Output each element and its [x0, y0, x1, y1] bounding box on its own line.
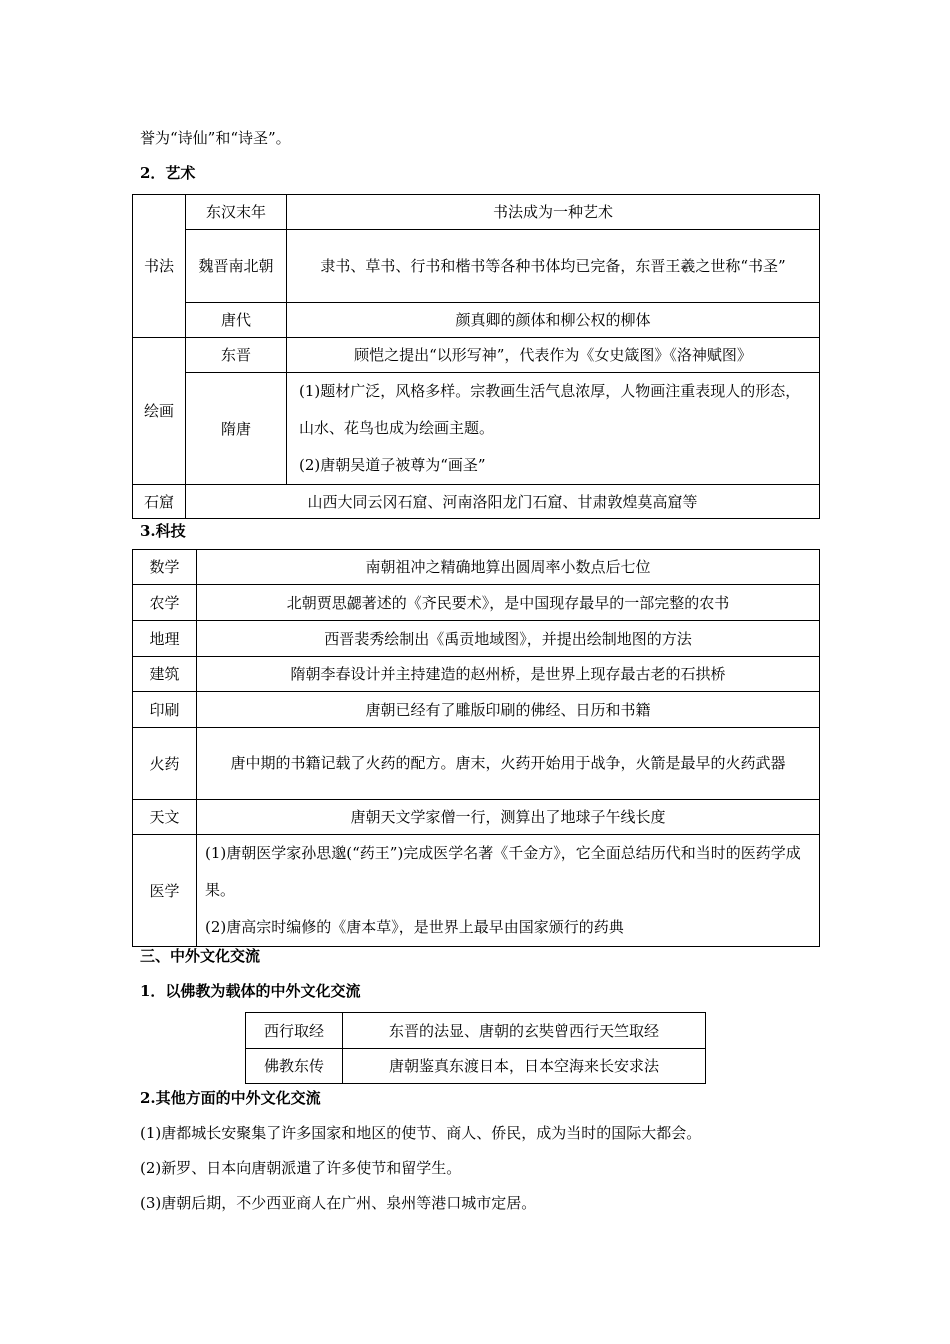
tech-content: 南朝祖冲之精确地算出圆周率小数点后七位 [197, 550, 820, 585]
tech-heading: 3.科技 [140, 522, 186, 540]
painting-content-part1: (1)题材广泛，风格多样。宗教画生活气息浓厚，人物画注重表现人的形态，山水、花鸟也成为绘画主题。 [299, 382, 801, 437]
other-exchange-item: (2)新罗、日本向唐朝派遣了许多使节和留学生。 [140, 1159, 462, 1177]
tech-field: 建筑 [133, 657, 197, 692]
painting-period: 隋唐 [186, 373, 287, 485]
tech-content: 隋朝李春设计并主持建造的赵州桥，是世界上现存最古老的石拱桥 [197, 657, 820, 692]
medicine-content-part2: (2)唐高宗时编修的《唐本草》，是世界上最早由国家颁行的药典 [205, 918, 624, 936]
tech-content: 唐朝已经有了雕版印刷的佛经、日历和书籍 [197, 692, 820, 728]
painting-category: 绘画 [133, 338, 186, 485]
calligraphy-period: 东汉末年 [186, 195, 287, 230]
tech-field: 地理 [133, 621, 197, 657]
tech-content: 唐中期的书籍记载了火药的配方。唐末，火药开始用于战争，火箭是最早的火药武器 [197, 728, 820, 800]
tech-field: 火药 [133, 728, 197, 800]
tech-content [197, 835, 820, 947]
buddhism-table [245, 1012, 706, 1084]
tech-field: 医学 [133, 835, 197, 947]
art-table [132, 194, 820, 519]
painting-period: 东晋 [186, 338, 287, 373]
calligraphy-content: 书法成为一种艺术 [287, 195, 820, 230]
tech-content: 西晋裴秀绘制出《禹贡地域图》，并提出绘制地图的方法 [197, 621, 820, 657]
other-exchange-item: (1)唐都城长安聚集了许多国家和地区的使节、商人、侨民，成为当时的国际大都会。 [140, 1124, 702, 1142]
buddhism-label: 佛教东传 [246, 1049, 343, 1084]
grottoes-category: 石窟 [133, 485, 186, 519]
buddhism-content: 唐朝鉴真东渡日本，日本空海来长安求法 [343, 1049, 706, 1084]
buddhism-heading: 1．以佛教为载体的中外文化交流 [140, 982, 361, 1000]
painting-content [287, 373, 820, 485]
art-heading: 2．艺术 [140, 164, 196, 182]
buddhism-content: 东晋的法显、唐朝的玄奘曾西行天竺取经 [343, 1013, 706, 1049]
painting-content-part2: (2)唐朝吴道子被尊为“画圣” [299, 456, 486, 474]
exchange-heading: 三、中外文化交流 [140, 947, 261, 965]
calligraphy-content: 隶书、草书、行书和楷书等各种书体均已完备，东晋王羲之世称“书圣” [287, 230, 820, 303]
other-exchange-item: (3)唐朝后期，不少西亚商人在广州、泉州等港口城市定居。 [140, 1194, 537, 1212]
grottoes-content: 山西大同云冈石窟、河南洛阳龙门石窟、甘肃敦煌莫高窟等 [186, 485, 820, 519]
tech-field: 天文 [133, 800, 197, 835]
calligraphy-category: 书法 [133, 195, 186, 338]
tech-content: 唐朝天文学家僧一行，测算出了地球子午线长度 [197, 800, 820, 835]
tech-field: 印刷 [133, 692, 197, 728]
painting-content: 顾恺之提出“以形写神”，代表作为《女史箴图》《洛神赋图》 [287, 338, 820, 373]
tech-table [132, 549, 820, 947]
calligraphy-period: 魏晋南北朝 [186, 230, 287, 303]
other-exchange-heading: 2.其他方面的中外文化交流 [140, 1089, 321, 1107]
medicine-content-part1: (1)唐朝医学家孙思邈(“药王”)完成医学名著《千金方》，它全面总结历代和当时的医药学成果。 [205, 844, 801, 899]
tech-field: 农学 [133, 585, 197, 621]
buddhism-label: 西行取经 [246, 1013, 343, 1049]
intro-line: 誉为“诗仙”和“诗圣”。 [140, 129, 291, 147]
tech-content: 北朝贾思勰著述的《齐民要术》，是中国现存最早的一部完整的农书 [197, 585, 820, 621]
tech-field: 数学 [133, 550, 197, 585]
calligraphy-period: 唐代 [186, 303, 287, 338]
calligraphy-content: 颜真卿的颜体和柳公权的柳体 [287, 303, 820, 338]
